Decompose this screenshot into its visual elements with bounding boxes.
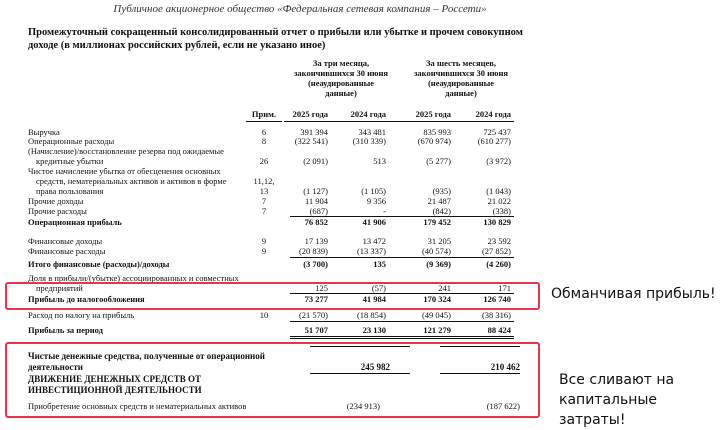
cell-value: (13 337) <box>356 246 386 256</box>
col-group-6m <box>402 58 520 98</box>
col-group-6m-line4: данные) <box>445 88 477 98</box>
col-group-3m <box>282 58 400 98</box>
cf-operating-value-2025: 245 982 <box>360 362 390 372</box>
report-title-line2: доходе (в миллионах российских рублей, если не указано иное) <box>28 40 326 51</box>
col-group-3m-line3: (неаудированные <box>307 78 375 88</box>
header-rule-note <box>246 121 282 122</box>
cf-capex-value-2025: (234 913) <box>346 401 380 411</box>
col-group-3m-line1: За три месяца, <box>312 58 370 68</box>
cell-value: 73 277 <box>304 294 328 304</box>
row-label: Выручка <box>28 127 60 137</box>
cell-value: (40 574) <box>421 246 451 256</box>
callout-capex-line1: Все сливают на <box>559 372 675 388</box>
cell-value: 51 707 <box>304 325 328 335</box>
cell-value: 179 452 <box>423 217 451 227</box>
cell-value: 835 993 <box>423 127 451 137</box>
row-note: 7 <box>261 206 267 216</box>
row-label: кредитные убытки <box>36 156 104 166</box>
cell-value: 23 592 <box>487 236 511 246</box>
row-note: 10 <box>259 310 269 320</box>
row-label: Расход по налогу на прибыль <box>28 310 135 320</box>
subtotal-rule <box>290 321 514 322</box>
cell-value: (322 541) <box>294 136 328 146</box>
cf-operating-label-line1: Чистые денежные средства, полученные от операционной <box>28 351 265 361</box>
cell-value: (1 127) <box>303 186 328 196</box>
row-label: средств, нематериальных активов и активов в форме <box>36 176 227 186</box>
row-note: 9 <box>261 246 267 256</box>
row-note: 6 <box>261 127 267 137</box>
cell-value: 13 472 <box>362 236 386 246</box>
callout-capex-line2: капитальные затраты! <box>559 392 658 428</box>
cf-capex-value-2024: (187 622) <box>486 401 520 411</box>
row-label: Прочие расходы <box>28 206 87 216</box>
cell-value: 126 740 <box>483 294 511 304</box>
cell-value: 9 356 <box>366 196 386 206</box>
cell-value: (310 339) <box>352 136 386 146</box>
row-note: 7 <box>261 196 267 206</box>
cell-value: (5 277) <box>426 156 451 166</box>
cell-value: 343 481 <box>358 127 386 137</box>
row-note: 9 <box>261 236 267 246</box>
cf-operating-value-2024: 210 462 <box>490 362 520 372</box>
cell-value: 171 <box>498 283 511 293</box>
cell-value: 170 324 <box>423 294 451 304</box>
cell-value: 130 829 <box>483 217 511 227</box>
row-label: Доля в прибыли/(убытке) ассоциированных и совместных <box>28 273 239 283</box>
row-label: Прибыль до налогообложения <box>28 294 145 304</box>
row-label: Финансовые доходы <box>28 236 103 246</box>
cell-value: - <box>383 206 386 216</box>
cell-value: 121 279 <box>423 325 451 335</box>
cell-value: 241 <box>438 283 451 293</box>
row-label: Прибыль за период <box>28 325 103 335</box>
cell-value: 17 139 <box>304 236 328 246</box>
cell-value: 11 904 <box>304 196 328 206</box>
row-label: Итого финансовые (расходы)/доходы <box>28 259 170 269</box>
col-group-3m-line2: закончившихся 30 июня <box>294 68 388 78</box>
cell-value: 88 424 <box>487 325 511 335</box>
row-label: предприятий <box>36 283 83 293</box>
cell-value: 391 394 <box>300 127 328 137</box>
cell-value: (687) <box>309 206 328 216</box>
cell-value: 725 437 <box>483 127 511 137</box>
year-header-4: 2024 года <box>475 109 511 119</box>
cell-value: (4 260) <box>486 259 511 269</box>
callout-deceptive-profit: Обманчивая прибыль! <box>551 286 716 302</box>
profit-highlight-box <box>5 282 540 310</box>
cell-value: 41 984 <box>362 294 386 304</box>
col-group-6m-line1: За шесть месяцев, <box>426 58 496 68</box>
cell-value: (18 854) <box>356 310 386 320</box>
year-header-3: 2025 года <box>415 109 451 119</box>
row-label: Прочие доходы <box>28 196 84 206</box>
note-header: Прим. <box>251 109 277 119</box>
callout-capex <box>559 370 720 430</box>
cell-value: (1 105) <box>361 186 386 196</box>
cell-value: (20 839) <box>298 246 328 256</box>
subtotal-rule <box>290 257 514 258</box>
cell-value: (21 570) <box>298 310 328 320</box>
col-group-3m-line4: данные) <box>325 88 357 98</box>
total-rule <box>290 336 514 337</box>
cf-operating-label-line2: деятельности <box>28 362 83 372</box>
col-group-6m-line3: (неаудированные <box>427 78 495 88</box>
cell-value: (57) <box>371 283 386 293</box>
cell-value: (610 277) <box>477 136 511 146</box>
cell-value: (3 700) <box>303 259 328 269</box>
row-label: Операционная прибыль <box>28 217 122 227</box>
report-title-line1: Промежуточный сокращенный консолидированный отчет о прибыли или убытке и прочем совокупном <box>28 27 523 38</box>
row-note: 26 <box>259 156 269 166</box>
cell-value: 21 022 <box>487 196 511 206</box>
header-rule-values <box>284 121 514 122</box>
cf-investing-heading-line2: ИНВЕСТИЦИОННОЙ ДЕЯТЕЛЬНОСТИ <box>28 385 202 395</box>
cell-value: 23 130 <box>362 325 386 335</box>
row-label: Финансовые расходы <box>28 246 106 256</box>
row-label: (Начисление)/восстановление резерва под ожидаемые <box>28 146 224 156</box>
row-note: 13 <box>259 186 269 196</box>
row-label: Чистое начисление убытка от обесценения основных <box>28 166 221 176</box>
cell-value: (2 091) <box>303 156 328 166</box>
cell-value: (49 045) <box>421 310 451 320</box>
cell-value: 41 906 <box>362 217 386 227</box>
cell-value: 76 852 <box>304 217 328 227</box>
row-label: права пользования <box>36 186 104 196</box>
cell-value: (3 972) <box>486 156 511 166</box>
cell-value: (842) <box>432 206 451 216</box>
capex-highlight-box <box>5 342 540 418</box>
report-title <box>28 26 568 52</box>
cell-value: 135 <box>373 259 386 269</box>
cell-value: 21 487 <box>427 196 451 206</box>
total-rule-double <box>290 338 514 339</box>
row-note: 8 <box>261 136 267 146</box>
cf-investing-heading-line1: ДВИЖЕНИЕ ДЕНЕЖНЫХ СРЕДСТВ ОТ <box>28 374 201 384</box>
cell-value: (1 043) <box>486 186 511 196</box>
cell-value: (670 974) <box>417 136 451 146</box>
row-note: 11,12, <box>253 176 275 186</box>
year-header-2: 2024 года <box>350 109 386 119</box>
cell-value: (338) <box>492 206 511 216</box>
cell-value: (935) <box>432 186 451 196</box>
cf-capex-label: Приобретение основных средств и нематериальных активов <box>28 401 247 411</box>
cell-value: (9 369) <box>426 259 451 269</box>
year-header-1: 2025 года <box>292 109 328 119</box>
cell-value: (27 852) <box>481 246 511 256</box>
cell-value: (38 316) <box>481 310 511 320</box>
cell-value: 513 <box>373 156 386 166</box>
col-group-6m-line2: закончившихся 30 июня <box>414 68 508 78</box>
company-header: Публичное акционерное общество «Федеральная сетевая компания – Россети» <box>113 3 487 15</box>
row-label: Операционные расходы <box>28 136 115 146</box>
cell-value: 125 <box>315 283 328 293</box>
cell-value: 31 205 <box>427 236 451 246</box>
